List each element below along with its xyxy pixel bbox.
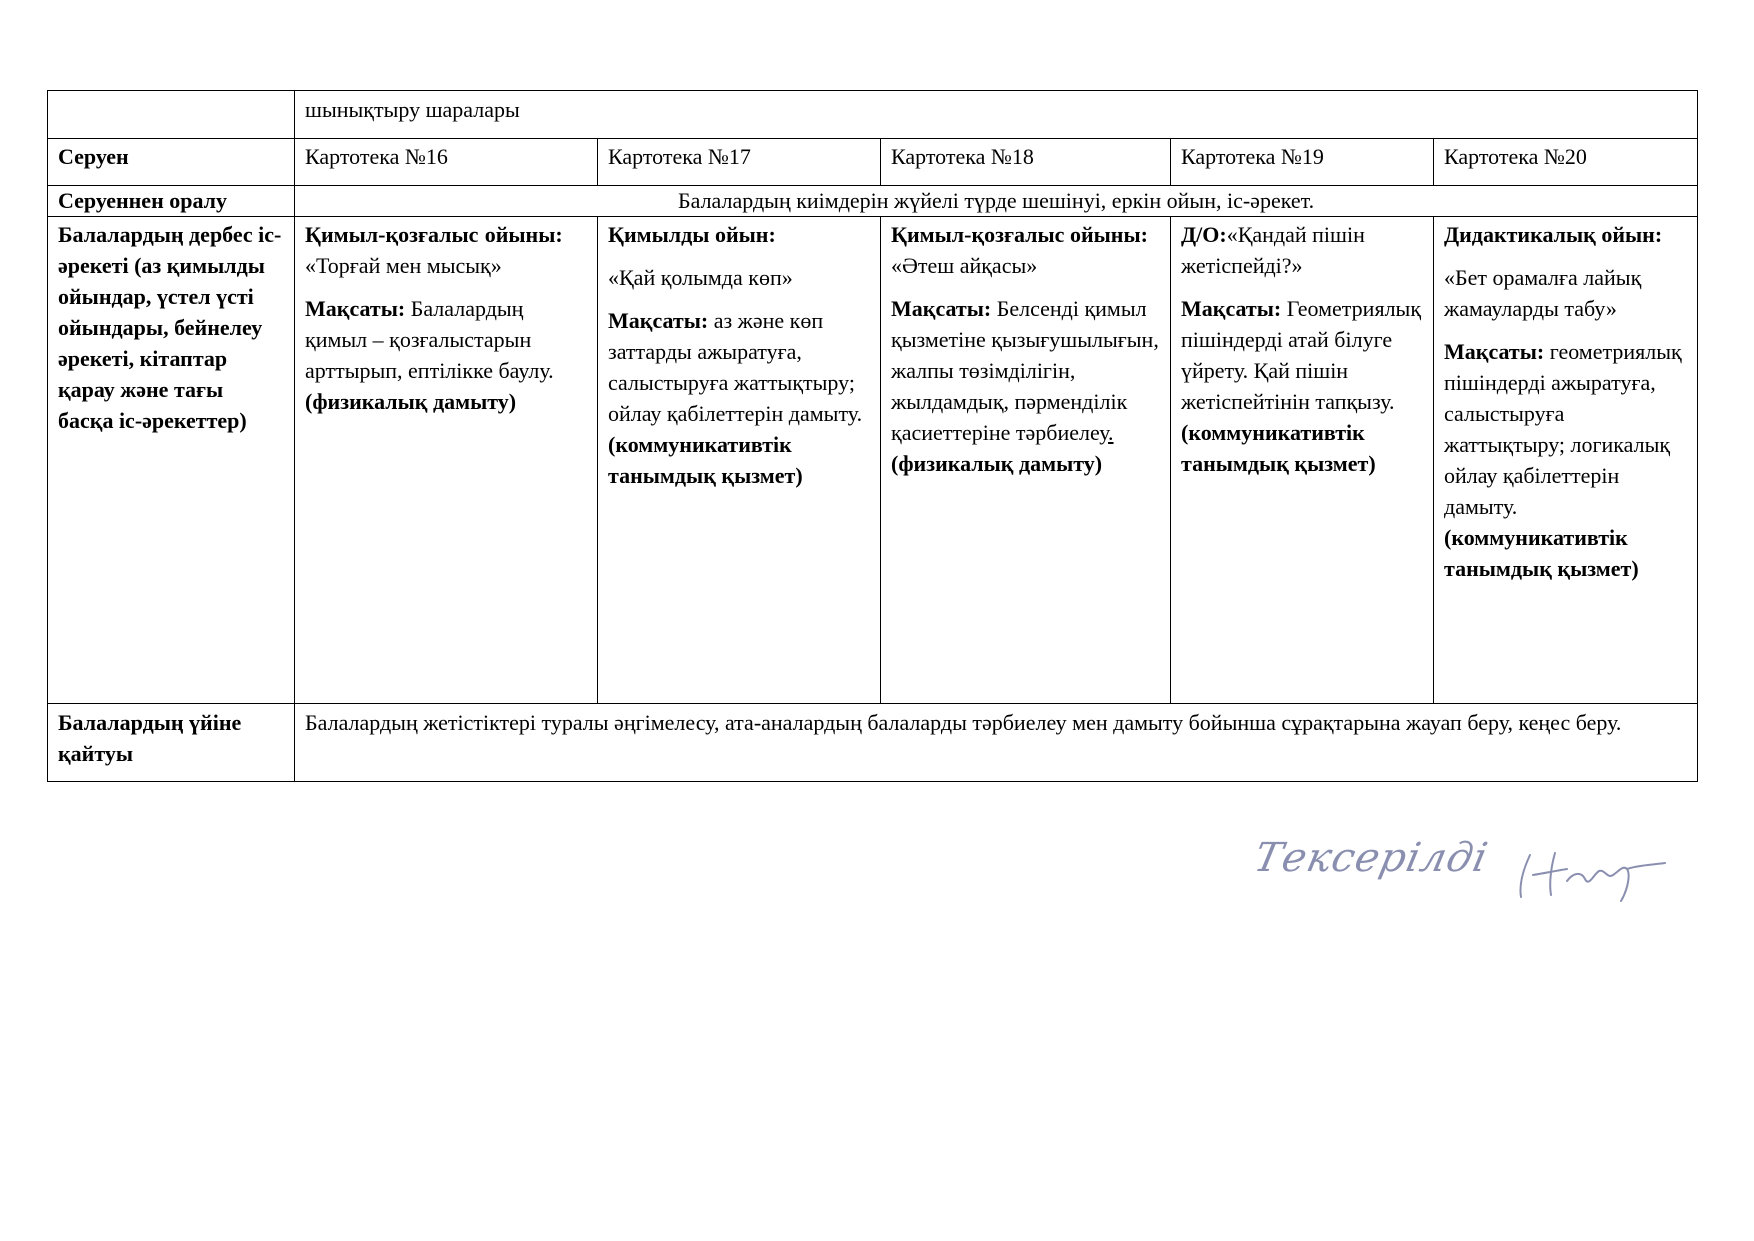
game-title: «Әтеш айқасы» [891, 253, 1038, 278]
card-cell: Картотека №18 [881, 139, 1171, 186]
goal-text: Геометриялық пішіндерді атай білуге үйрету. Қай пішін жетіспейтінін тапқызу. [1181, 296, 1422, 414]
row-label-home: Балалардың үйіне қайтуы [48, 704, 295, 782]
game-type: Д/О: [1181, 222, 1227, 247]
hardening-cell: шынықтыру шаралары [295, 91, 1698, 139]
goal-text: Белсенді қимыл қызметіне қызығушылығын, жалпы төзімділігін, жылдамдық, пәрменділік қасиеттеріне тәрбиелеу [891, 296, 1159, 445]
area-tag: (коммуникативтік танымдық қызмет) [608, 432, 803, 488]
row-label-activity: Балалардың дербес іс-әрекеті (аз қимылды ойындар, үстел үсті ойындары, бейнелеу әрекеті, кітаптар қарау және тағы басқа іс-әрекеттер) [48, 217, 295, 704]
game-type: Дидактикалық ойын: [1444, 222, 1663, 247]
signature-text: Тексерілді [1250, 835, 1493, 881]
activity-cell-2 [598, 217, 881, 704]
card-cell: Картотека №19 [1171, 139, 1434, 186]
activity-cell-1 [295, 217, 598, 704]
game-type: Қимыл-қозғалыс ойыны: [305, 222, 563, 247]
card-cell: Картотека №20 [1434, 139, 1698, 186]
goal-label: Мақсаты: [1444, 339, 1545, 364]
area-tag: (физикалық дамыту) [305, 389, 517, 414]
activity-cell-4 [1171, 217, 1434, 704]
game-type: Қимылды ойын: [608, 222, 776, 247]
signature [1250, 835, 1675, 915]
game-title: «Торғай мен мысық» [305, 253, 502, 278]
schedule-table [47, 90, 1698, 782]
activity-cell-3 [881, 217, 1171, 704]
goal-text: геометриялық пішіндерді ажыратуға, салыстыруға жаттықтыру; логикалық ойлау қабілеттерін дамыту. [1444, 339, 1682, 519]
goal-label: Мақсаты: [1181, 296, 1282, 321]
signature-scribble [1255, 835, 1675, 915]
row-label-empty [48, 91, 295, 139]
goal-label: Мақсаты: [305, 296, 406, 321]
plan-page [47, 90, 1697, 782]
row-label-return: Серуеннен оралу [48, 186, 295, 217]
card-cell: Картотека №16 [295, 139, 598, 186]
area-tag: (физикалық дамыту) [891, 451, 1103, 476]
card-cell: Картотека №17 [598, 139, 881, 186]
goal-label: Мақсаты: [608, 308, 709, 333]
goal-label: Мақсаты: [891, 296, 992, 321]
goal-text: аз және көп заттарды ажыратуға, салыстыруға жаттықтыру; ойлау қабілеттерін дамыту. [608, 308, 863, 426]
table-row [48, 91, 1698, 139]
table-row [48, 139, 1698, 186]
game-type: Қимыл-қозғалыс ойыны: [891, 222, 1148, 247]
goal-tail: . [1108, 420, 1114, 445]
area-tag: (коммуникативтік танымдық қызмет) [1181, 420, 1376, 476]
game-title: «Бет орамалға лайық жамауларды табу» [1444, 265, 1642, 321]
activity-cell-5 [1434, 217, 1698, 704]
game-title: «Қандай пішін жетіспейді?» [1181, 222, 1365, 278]
table-row [48, 186, 1698, 217]
area-tag: (коммуникативтік танымдық қызмет) [1444, 525, 1639, 581]
table-row [48, 704, 1698, 782]
row-label-walk: Серуен [48, 139, 295, 186]
game-title: «Қай қолымда көп» [608, 265, 793, 290]
goal-text: Балалардың қимыл – қозғалыстарын арттырып, ептілікке баулу. [305, 296, 554, 383]
home-cell: Балалардың жетістіктері туралы әңгімелесу, ата-аналардың балаларды тәрбиелеу мен дамыту бойынша сұрақтарына жауап беру, кеңес беру. [295, 704, 1698, 782]
table-row [48, 217, 1698, 704]
return-cell: Балалардың киімдерін жүйелі түрде шешінуі, еркін ойын, іс-әрекет. [295, 186, 1698, 217]
